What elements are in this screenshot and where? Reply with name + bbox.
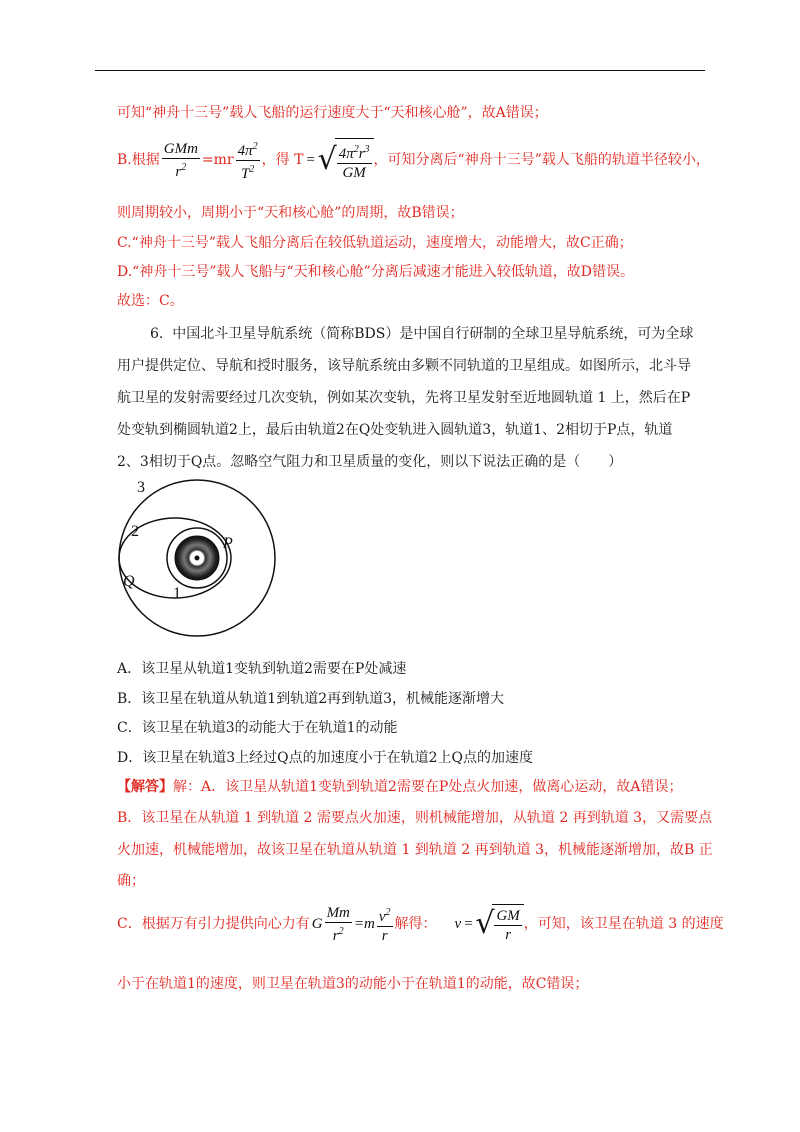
solution-line-2-prefix: B.根据	[117, 152, 160, 168]
label-2: 2	[131, 523, 139, 540]
answer-line-b1: B．该卫星在从轨道 1 到轨道 2 需要点火加速，则机械能增加，从轨道 2 再到轨道 3，又需要点	[117, 810, 713, 826]
label-1: 1	[173, 585, 181, 602]
velocity-v: v	[454, 916, 462, 932]
fraction-gmm-r2	[162, 140, 200, 181]
fraction-mm-r2: $\frac{Mm}{r^2}$	[326, 904, 350, 944]
option-c: C．该卫星在轨道3的动能大于在轨道1的动能	[117, 720, 398, 736]
question-number: 6.	[150, 326, 164, 342]
solution-line-5: D.“神舟十三号”载人飞船与“天和核心舱”分离后减速才能进入较低轨道，故D错误。	[117, 264, 635, 280]
option-a: A．该卫星从轨道1变轨到轨道2需要在P处减速	[117, 661, 407, 677]
question-line-4: 处变轨到椭圆轨道2上，最后由轨道2在Q处变轨进入圆轨道3，轨道1、2相切于P点，轨道	[117, 422, 673, 438]
question-line-1: 6. 中国北斗卫星导航系统（简称BDS）是中国自行研制的全球卫星导航系统，可为全球	[150, 326, 694, 342]
label-q: Q	[123, 573, 135, 590]
label-3: 3	[137, 479, 145, 496]
solution-line-2-suffix: ，可知分离后“神舟十三号”载人飞船的轨道半径较小，	[373, 152, 710, 168]
fraction-v2-r: $\frac{v^2}{r}$	[377, 904, 393, 945]
equals-mr: =mr	[201, 152, 234, 168]
solution-line-1: 可知“神舟十三号”载人飞船的运行速度大于“天和核心舱”，故A错误；	[117, 105, 548, 121]
equals-sign: =	[305, 152, 316, 168]
header-rule	[95, 70, 705, 71]
answer-tag: 【解答】	[117, 779, 173, 795]
frac-num: GMm	[163, 140, 198, 157]
label-p: P	[223, 535, 233, 552]
solution-line-2	[117, 137, 710, 183]
question-line-5: 2、3相切于Q点。忽略空气阻力和卫星质量的变化，则以下说法正确的是（ ）	[117, 454, 623, 470]
solution-line-4: C.“神舟十三号”载人飞船分离后在较低轨道运动，速度增大，动能增大，故C正确；	[117, 235, 633, 251]
gravity-g: G	[311, 916, 323, 932]
answer-line-c2: 小于在轨道1的速度，则卫星在轨道3的动能小于在轨道1的动能，故C错误；	[117, 976, 589, 992]
orbit-diagram	[115, 478, 285, 648]
question-line-3: 航卫星的发射需要经过几次变轨，例如某次变轨，先将卫星发射至近地圆轨道 1 上，然后在P	[117, 390, 691, 406]
solution-line-3: 则周期较小，周期小于“天和核心舱”的周期，故B错误；	[117, 205, 464, 221]
answer-line-c1: C．根据万有引力提供向心力有 G $\frac{Mm}{r^2}$ =m $\frac{v^2}{r}$ 解得： v = √ $\frac{GM}{r}$ ，可知，该卫星在轨道 3 的速度	[117, 904, 724, 944]
option-d: D．该卫星在轨道3上经过Q点的加速度小于在轨道2上Q点的加速度	[117, 750, 533, 766]
solution-line-6: 故选：C。	[117, 293, 184, 309]
answer-line-b3: 确；	[117, 873, 145, 889]
question-line-2: 用户提供定位、导航和授时服务，该导航系统由多颗不同轨道的卫星组成。如图所示，北斗导	[117, 358, 691, 374]
earth-center-dot	[195, 556, 200, 561]
answer-line-b2: 火加速，机械能增加，故该卫星在轨道从轨道 1 到轨道 2 再到轨道 3，机械能逐渐增加，故B 正	[117, 842, 713, 858]
option-b: B．该卫星在轨道从轨道1到轨道2再到轨道3，机械能逐渐增大	[117, 691, 505, 707]
frac-den: $r^2$	[175, 161, 187, 180]
sqrt-period: √ $\frac{4\pi^2r^3}{GM}$	[318, 138, 374, 182]
sqrt-velocity: √ $\frac{GM}{r}$	[475, 904, 523, 944]
answer-line-a: 【解答】解：A．该卫星从轨道1变轨到轨道2需要在P处点火加速，做离心运动，故A错误；	[117, 779, 683, 795]
solution-line-2-mid: ，得 T	[261, 152, 304, 168]
fraction-4pi2-t2: $\frac{4\pi^2}{T^2}$	[236, 138, 260, 183]
